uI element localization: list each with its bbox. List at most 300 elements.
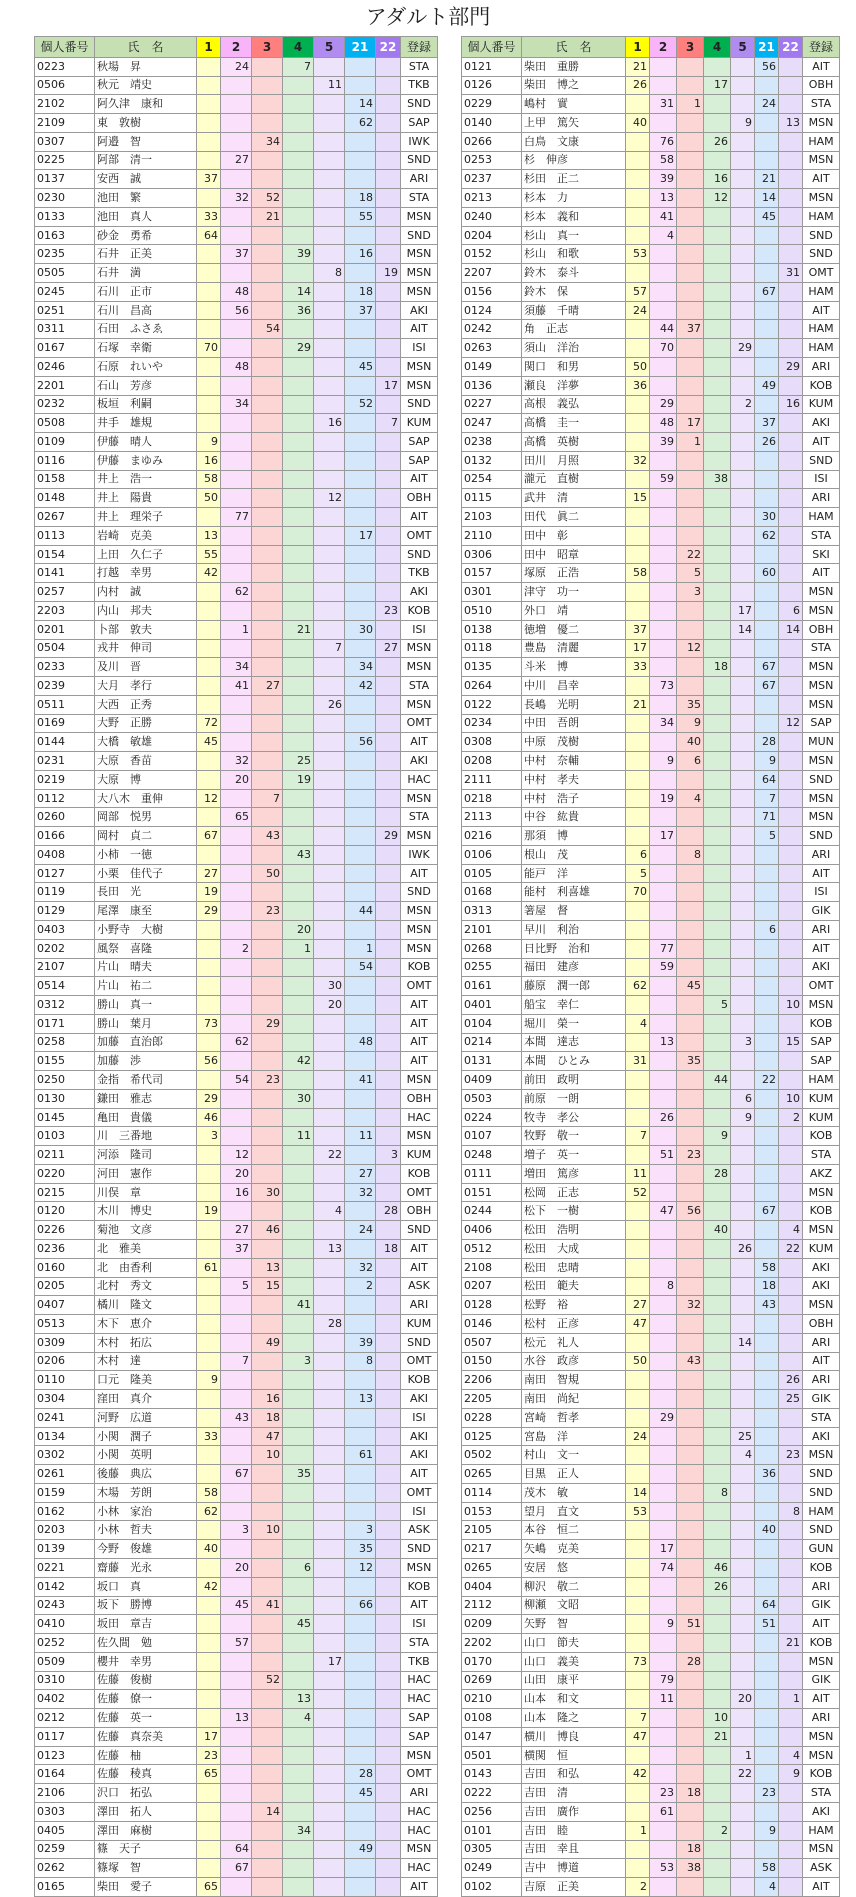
table-row [35,282,438,301]
rank-event-2 [650,57,677,76]
rank-event-5 [731,770,755,789]
member-id: 0103 [35,1127,95,1146]
rank-event-3 [677,1033,704,1052]
region-code: STA [803,1146,840,1165]
rank-event-2: 9 [650,1615,677,1634]
region-code: AIT [401,1465,438,1484]
member-name: 山口 義美 [522,1652,626,1671]
region-code: OBH [803,1315,840,1334]
table-row [462,545,840,564]
rank-event-4 [704,770,731,789]
rank-event-22 [779,733,803,752]
rank-event-22 [376,508,401,527]
rank-event-5 [731,714,755,733]
member-name: 木下 恵介 [95,1315,197,1334]
rank-event-22 [779,1802,803,1821]
region-code: SND [401,883,438,902]
rank-event-22 [779,583,803,602]
rank-event-3 [252,395,283,414]
rank-event-21: 58 [755,1859,779,1878]
table-row [462,339,840,358]
rank-event-4 [283,526,314,545]
member-name: 増田 篤彦 [522,1164,626,1183]
rank-event-22 [376,114,401,133]
region-code: MSN [803,1221,840,1240]
member-name: 坂田 章吉 [95,1615,197,1634]
rank-event-5 [314,677,345,696]
rank-event-1 [626,1634,650,1653]
rank-event-2: 39 [650,433,677,452]
rank-event-2: 76 [650,132,677,151]
member-id: 0165 [35,1878,95,1897]
table-row [35,1727,438,1746]
table-row [35,508,438,527]
rank-event-2 [650,695,677,714]
rank-event-5: 12 [314,489,345,508]
region-code: AIT [401,470,438,489]
region-code: AIT [803,433,840,452]
rank-event-5 [314,376,345,395]
rank-event-3 [677,827,704,846]
member-name: 長嶋 光明 [522,695,626,714]
rank-event-3 [677,1709,704,1728]
member-name: 口元 隆美 [95,1371,197,1390]
rank-event-4 [704,845,731,864]
rank-event-2 [221,601,252,620]
rank-event-21 [755,620,779,639]
table-row [462,1258,840,1277]
member-name: 松岡 正志 [522,1183,626,1202]
rank-event-1 [197,1652,221,1671]
region-code: AKI [401,752,438,771]
rank-event-3 [677,151,704,170]
rank-event-3 [252,939,283,958]
member-id: 0114 [462,1483,522,1502]
rank-event-5 [314,1390,345,1409]
region-code: KOB [401,1577,438,1596]
rank-event-1: 5 [626,864,650,883]
header-event-2: 2 [221,37,252,58]
table-row [462,1183,840,1202]
rank-event-4 [283,226,314,245]
rank-event-2: 37 [221,245,252,264]
rank-event-21: 56 [755,57,779,76]
rank-event-4 [704,264,731,283]
rank-event-22 [779,1821,803,1840]
rank-event-4 [704,939,731,958]
region-code: GIK [803,1390,840,1409]
member-name: 岡村 貞二 [95,827,197,846]
rank-event-21 [345,1240,376,1259]
member-id: 0226 [35,1221,95,1240]
rank-event-5 [314,1033,345,1052]
rank-event-4: 21 [283,620,314,639]
rank-event-1 [197,1183,221,1202]
region-code: OBH [803,620,840,639]
rank-event-4 [704,1033,731,1052]
rank-event-5 [314,132,345,151]
member-name: 高橋 圭一 [522,414,626,433]
member-name: 大橋 敏雄 [95,733,197,752]
member-name: 吉原 正美 [522,1878,626,1897]
rank-event-21: 49 [345,1840,376,1859]
table-row [35,1315,438,1334]
rank-event-3: 35 [677,695,704,714]
member-name: 小柿 一徳 [95,845,197,864]
table-row [35,1784,438,1803]
member-name: 柳沢 敬二 [522,1577,626,1596]
rank-event-21: 56 [345,733,376,752]
rank-event-21 [345,564,376,583]
member-id: 0119 [35,883,95,902]
table-row [462,864,840,883]
rank-event-5 [731,902,755,921]
rank-event-2 [221,264,252,283]
rank-event-5 [314,789,345,808]
member-id: 0403 [35,920,95,939]
rank-event-5 [314,733,345,752]
rank-event-5: 7 [314,639,345,658]
region-code: KOB [803,1127,840,1146]
member-id: 0124 [462,301,522,320]
rank-event-3 [252,226,283,245]
rank-event-5 [314,151,345,170]
rank-event-22 [376,470,401,489]
rank-event-21 [345,1014,376,1033]
rank-event-5 [731,1709,755,1728]
member-id: 0250 [35,1071,95,1090]
rank-event-22 [376,451,401,470]
rank-event-1: 26 [626,76,650,95]
rank-event-22 [376,1634,401,1653]
rank-event-2 [650,1502,677,1521]
rank-event-5 [314,57,345,76]
rank-event-5: 26 [731,1240,755,1259]
rank-event-5 [314,1540,345,1559]
rank-event-22 [376,1559,401,1578]
rank-event-1 [626,264,650,283]
member-name: 秋場 昇 [95,57,197,76]
rank-event-5 [731,996,755,1015]
rank-event-3 [252,1371,283,1390]
rank-event-3: 1 [677,433,704,452]
member-name: 石井 満 [95,264,197,283]
rank-event-21 [755,1315,779,1334]
rank-event-2 [221,95,252,114]
rank-event-1: 29 [197,1089,221,1108]
rank-event-22 [376,695,401,714]
rank-event-4 [704,1390,731,1409]
rank-event-21: 9 [755,1821,779,1840]
member-id: 0233 [35,658,95,677]
member-id: 0308 [462,733,522,752]
rank-event-1 [197,996,221,1015]
rank-event-21: 43 [755,1296,779,1315]
rank-event-3 [252,1634,283,1653]
rank-event-2 [650,1709,677,1728]
rank-event-2 [650,376,677,395]
table-row [462,1221,840,1240]
rank-event-21 [345,1878,376,1897]
rank-event-5 [314,1221,345,1240]
rank-event-4 [704,1202,731,1221]
rank-event-5 [731,1371,755,1390]
table-row [35,1258,438,1277]
member-id: 0221 [35,1559,95,1578]
rank-event-1 [626,958,650,977]
rank-event-2: 7 [221,1352,252,1371]
member-id: 0253 [462,151,522,170]
region-code: MSN [803,1746,840,1765]
rank-event-1: 27 [626,1296,650,1315]
rank-event-2: 48 [650,414,677,433]
rank-event-21 [755,1108,779,1127]
region-code: AIT [803,170,840,189]
table-row [35,1821,438,1840]
rank-event-21 [345,132,376,151]
rank-event-22: 4 [779,1746,803,1765]
region-code: MSN [401,245,438,264]
rank-event-21: 17 [345,526,376,545]
rank-event-1: 58 [197,1483,221,1502]
member-id: 0122 [462,695,522,714]
member-name: 佐藤 俊樹 [95,1671,197,1690]
rank-event-22: 18 [376,1240,401,1259]
rank-event-4 [704,301,731,320]
rank-event-21 [755,470,779,489]
rank-event-4: 14 [283,282,314,301]
rank-event-22 [779,1014,803,1033]
member-name: 福田 建彦 [522,958,626,977]
rank-event-5 [731,677,755,696]
rank-event-4 [704,95,731,114]
region-code: OMT [401,977,438,996]
rank-event-21: 67 [755,282,779,301]
rank-event-2 [650,1390,677,1409]
rank-event-1 [197,958,221,977]
rank-event-3 [677,1540,704,1559]
rank-event-1 [626,1671,650,1690]
table-row [462,1483,840,1502]
rank-event-3: 12 [677,639,704,658]
rank-event-21: 24 [345,1221,376,1240]
rank-event-5: 6 [731,1089,755,1108]
rank-event-4 [704,920,731,939]
table-row [462,1596,840,1615]
rank-event-3 [677,526,704,545]
member-name: 河野 広道 [95,1408,197,1427]
member-id: 2102 [35,95,95,114]
rank-event-2 [221,376,252,395]
rank-event-3 [252,114,283,133]
member-name: 戎井 伸司 [95,639,197,658]
member-name: 佐久間 勉 [95,1634,197,1653]
rank-event-5 [314,226,345,245]
rank-event-5 [731,1840,755,1859]
rank-event-21: 27 [345,1164,376,1183]
member-name: 前田 政明 [522,1071,626,1090]
member-id: 0224 [462,1108,522,1127]
region-code: STA [803,639,840,658]
region-code: HAM [803,282,840,301]
rank-event-2: 13 [650,189,677,208]
table-row [462,1127,840,1146]
rank-event-21 [345,1502,376,1521]
rank-event-3: 7 [252,789,283,808]
rank-event-22 [779,1671,803,1690]
rank-event-3: 46 [252,1221,283,1240]
region-code: STA [401,189,438,208]
table-row [462,1427,840,1446]
region-code: SND [803,1483,840,1502]
rank-event-21 [345,883,376,902]
region-code: AIT [803,1878,840,1897]
table-row [35,1859,438,1878]
rank-event-2 [650,1240,677,1259]
region-code: MSN [401,1127,438,1146]
rank-event-3 [252,658,283,677]
rank-event-1 [197,245,221,264]
rank-event-22 [376,789,401,808]
member-id: 0247 [462,414,522,433]
rank-event-2 [650,1221,677,1240]
member-name: 宮崎 哲孝 [522,1408,626,1427]
rank-event-2 [650,808,677,827]
rank-event-21 [345,996,376,1015]
rank-event-1 [197,1840,221,1859]
table-row [35,545,438,564]
region-code: AIT [401,1258,438,1277]
rank-event-1 [197,1821,221,1840]
member-id: 0306 [462,545,522,564]
rank-event-22 [376,1446,401,1465]
rank-event-4 [283,1802,314,1821]
member-name: 望月 直文 [522,1502,626,1521]
member-name: 小関 潤子 [95,1427,197,1446]
table-row [462,1052,840,1071]
rank-event-2: 48 [221,358,252,377]
rank-event-4 [283,414,314,433]
region-code: STA [401,677,438,696]
rank-event-22 [779,207,803,226]
rank-event-5 [314,1465,345,1484]
rank-event-21 [755,358,779,377]
rank-event-2: 73 [650,677,677,696]
rank-event-21: 48 [345,1033,376,1052]
rank-event-22: 29 [376,827,401,846]
region-code: AKI [803,958,840,977]
rank-event-22 [779,1465,803,1484]
rank-event-21: 35 [345,1540,376,1559]
rank-event-4 [704,339,731,358]
rank-event-5 [314,170,345,189]
rank-event-21: 37 [345,301,376,320]
table-row [462,1390,840,1409]
rank-event-3 [252,470,283,489]
rank-event-1 [626,827,650,846]
rank-event-5 [731,564,755,583]
rank-event-3: 21 [252,207,283,226]
member-id: 0404 [462,1577,522,1596]
rank-event-21 [755,301,779,320]
member-name: 岡部 悦男 [95,808,197,827]
region-code: MSN [401,1559,438,1578]
region-code: IWK [401,845,438,864]
member-id: 0223 [35,57,95,76]
member-name: 篠塚 智 [95,1859,197,1878]
rank-event-3 [677,395,704,414]
rank-event-2 [221,1127,252,1146]
rank-event-2 [650,1296,677,1315]
member-id: 0268 [462,939,522,958]
member-id: 0211 [35,1146,95,1165]
rank-event-5 [731,733,755,752]
rank-event-2 [221,864,252,883]
rank-event-22 [376,920,401,939]
rank-event-4 [704,1671,731,1690]
rank-event-1 [626,1108,650,1127]
rank-event-22: 7 [376,414,401,433]
rank-event-1 [626,526,650,545]
region-code: AIT [401,508,438,527]
member-id: 0164 [35,1765,95,1784]
rank-event-22 [376,151,401,170]
rank-event-21 [755,395,779,414]
rank-event-3 [252,996,283,1015]
region-code: MSN [803,695,840,714]
member-id: 0171 [35,1014,95,1033]
rank-event-2 [650,489,677,508]
member-id: 0123 [35,1746,95,1765]
member-id: 0513 [35,1315,95,1334]
rank-event-1 [626,1202,650,1221]
rank-event-22: 17 [376,376,401,395]
member-name: 柴田 重勝 [522,57,626,76]
rank-event-22 [779,1427,803,1446]
rank-event-3: 43 [677,1352,704,1371]
rank-event-2 [221,1746,252,1765]
region-code: HAM [803,132,840,151]
rank-event-1 [626,1615,650,1634]
table-row [462,1108,840,1127]
rank-event-5 [314,1108,345,1127]
region-code: MSN [401,207,438,226]
rank-event-4 [283,1221,314,1240]
rank-event-3 [252,1315,283,1334]
member-id: 0503 [462,1089,522,1108]
rank-event-5 [314,1446,345,1465]
region-code: AIT [401,733,438,752]
member-name: 横関 恒 [522,1746,626,1765]
member-id: 0239 [35,677,95,696]
rank-event-4: 26 [704,1577,731,1596]
rank-event-4 [283,489,314,508]
rank-event-21 [755,1221,779,1240]
rank-event-3 [677,658,704,677]
member-id: 0406 [462,1221,522,1240]
member-name: 松下 一樹 [522,1202,626,1221]
rank-event-1 [626,1446,650,1465]
region-code: HAM [803,320,840,339]
rank-event-1: 40 [626,114,650,133]
rank-event-1: 42 [197,1577,221,1596]
rank-event-4 [704,1052,731,1071]
table-row [35,1690,438,1709]
region-code: MSN [401,695,438,714]
rank-event-3: 49 [252,1333,283,1352]
region-code: MSN [803,658,840,677]
rank-event-22 [376,752,401,771]
